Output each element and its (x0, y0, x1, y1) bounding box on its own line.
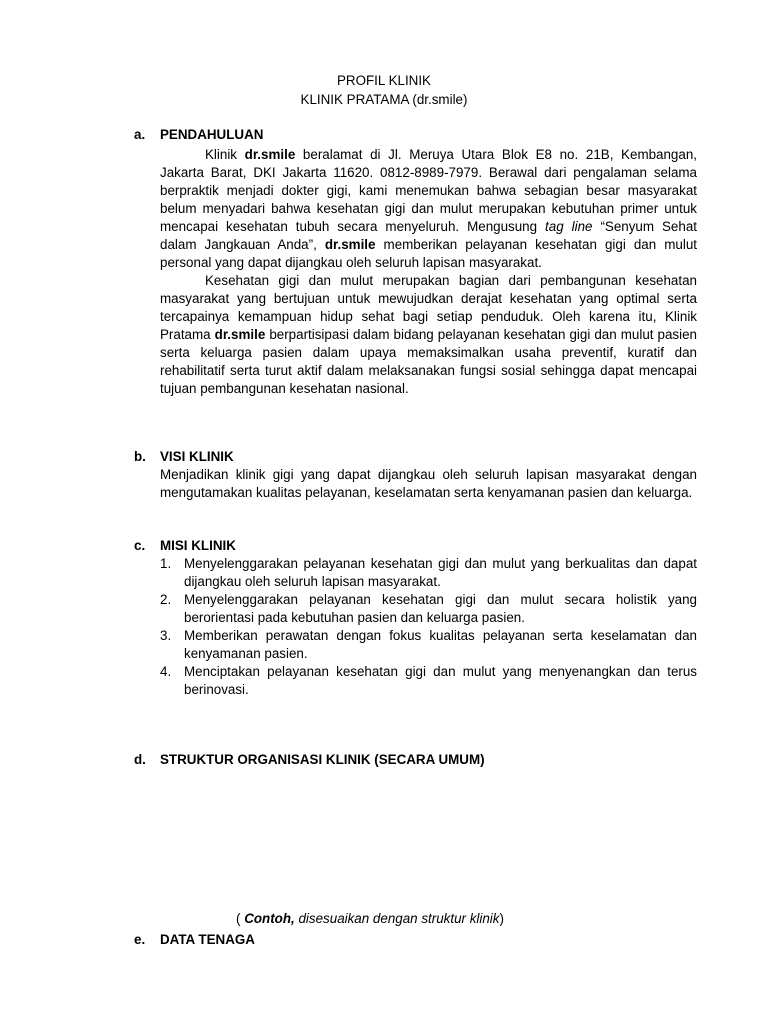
list-item-number: 4. (160, 664, 172, 679)
section-b-letter: b. (134, 449, 146, 464)
section-a-heading (134, 127, 263, 142)
section-a-letter: a. (134, 127, 146, 142)
list-item-number: 2. (160, 592, 172, 607)
section-c-title: MISI KLINIK (160, 538, 236, 553)
list-item (160, 555, 697, 591)
tagline-label: tag line (545, 219, 593, 234)
mission-list (160, 555, 697, 699)
list-item-text: Memberikan perawatan dengan fokus kualitas pelayanan serta keselamatan dan kenyamanan pasien. (184, 628, 697, 661)
list-item-number: 3. (160, 628, 172, 643)
list-item-number: 1. (160, 556, 172, 571)
intro-text: beralamat di Jl. Meruya Utara Blok E8 no. 21B, Kembangan, Jakarta Barat, DKI Jakarta 11620. 0812-8989-7979. Berawal dari pengalaman selama berpraktik menjadi dokter gigi, kami menemukan bahwa sebagian besar masyarakat belum menyadari bahwa kesehatan gigi dan mulut merupakan kebutuhan primer untuk mencapai kesehatan tubuh secara menyeluruh. Mengusung (160, 147, 697, 234)
section-a-body (160, 146, 697, 398)
vision-text: Menjadikan klinik gigi yang dapat dijangkau oleh seluruh lapisan masyarakat dengan mengutamakan kualitas pelayanan, keselamatan serta kenyamanan pasien dan keluarga. (160, 467, 697, 500)
section-e-title: DATA TENAGA (160, 932, 255, 947)
section-a-title: PENDAHULUAN (160, 127, 264, 142)
section-b-heading (134, 449, 234, 464)
intro-text: Klinik (205, 147, 245, 162)
section-d-heading (134, 752, 485, 767)
intro-paragraph-2 (160, 272, 697, 398)
example-paren: ( (236, 911, 245, 926)
example-text: disesuaikan dengan struktur klinik (294, 911, 500, 926)
tagline-text: “Senyum Sehat dalam Jangkauan Anda”, (160, 219, 697, 252)
list-item-text: Menyelenggarakan pelayanan kesehatan gigi dan mulut secara holistik yang berorientasi pada kebutuhan pasien dan keluarga pasien. (184, 592, 697, 625)
brand-name: dr.smile (214, 327, 266, 342)
list-item (160, 591, 697, 627)
example-note (236, 911, 504, 926)
section-d-letter: d. (134, 752, 146, 767)
example-label: Contoh, (244, 911, 295, 926)
list-item-text: Menyelenggarakan pelayanan kesehatan gigi dan mulut yang berkualitas dan dapat dijangkau oleh seluruh lapisan masyarakat. (184, 556, 697, 589)
list-item-text: Menciptakan pelayanan kesehatan gigi dan mulut yang menyenangkan dan terus berinovasi. (184, 664, 697, 697)
document-title: PROFIL KLINIK (336, 73, 431, 88)
brand-name: dr.smile (244, 147, 296, 162)
list-item (160, 663, 697, 699)
brand-name: dr.smile (324, 237, 376, 252)
section-c-heading (134, 538, 236, 553)
document-subtitle: KLINIK PRATAMA (dr.smile) (300, 92, 468, 107)
example-paren: ) (499, 911, 504, 926)
section-d-title: STRUKTUR ORGANISASI KLINIK (SECARA UMUM) (160, 752, 485, 767)
section-b-title: VISI KLINIK (160, 449, 234, 464)
intro-text: berpartisipasi dalam bidang pelayanan kesehatan gigi dan mulut pasien serta keluarga pasien dalam upaya memaksimalkan usaha preventif, kuratif dan rehabilitatif serta turut aktif dalam melaksanakan fungsi sosial sehingga dapat mencapai tujuan pembangunan kesehatan nasional. (160, 327, 697, 396)
intro-paragraph-1 (160, 146, 697, 272)
intro-text: memberikan pelayanan kesehatan gigi dan mulut personal yang dapat dijangkau oleh seluruh lapisan masyarakat. (160, 237, 697, 270)
intro-text: Kesehatan gigi dan mulut merupakan bagian dari pembangunan kesehatan masyarakat yang bertujuan untuk mewujudkan derajat kesehatan yang optimal serta tercapainya kemampuan hidup sehat bagi setiap penduduk. Oleh karena itu, Klinik Pratama (160, 273, 697, 342)
section-e-letter: e. (134, 932, 146, 947)
section-c-letter: c. (134, 538, 146, 553)
list-item (160, 627, 697, 663)
section-e-heading (134, 932, 255, 947)
